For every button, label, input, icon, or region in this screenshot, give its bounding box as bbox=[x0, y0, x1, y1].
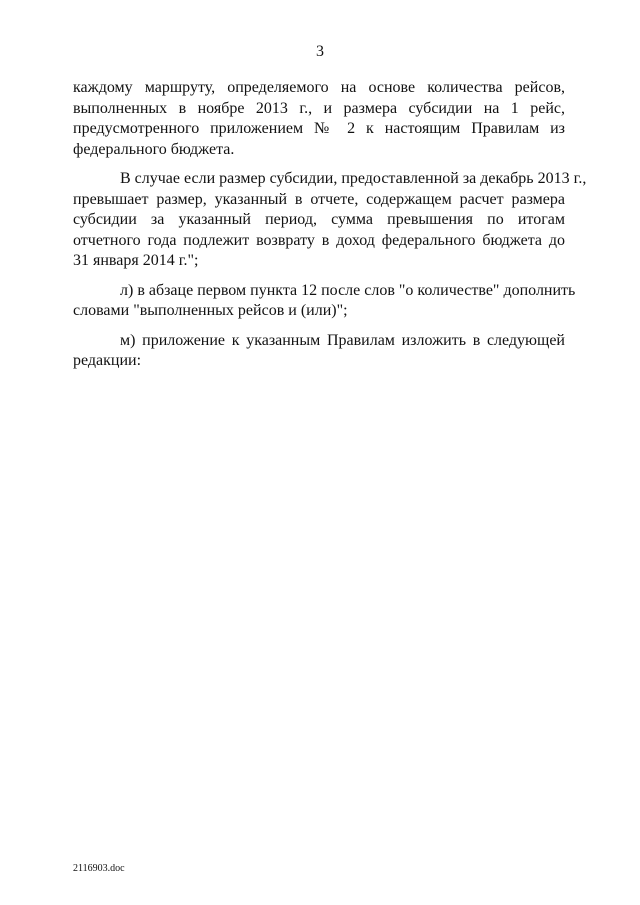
text-line: превышает размер, указанный в отчете, содержащем расчет размера bbox=[73, 190, 565, 208]
paragraph-refund bbox=[73, 169, 587, 272]
text-line: м) приложение к указанным Правилам изложить в следующей bbox=[120, 331, 565, 349]
text-line: редакции: bbox=[73, 352, 142, 369]
text-line: В случае если размер субсидии, предоставленной за декабрь 2013 г., bbox=[120, 170, 587, 187]
text-line: 31 января 2014 г."; bbox=[73, 252, 199, 269]
text-line: л) в абзаце первом пункта 12 после слов "о количестве" дополнить bbox=[120, 281, 576, 299]
paragraph-continuation bbox=[73, 78, 565, 160]
text-line: отчетного года подлежит возврату в доход федерального бюджета до bbox=[73, 231, 565, 249]
page-number: 3 bbox=[316, 43, 324, 60]
text-line: каждому маршруту, определяемого на основе количества рейсов, bbox=[73, 79, 565, 96]
text-line: федерального бюджета. bbox=[73, 140, 235, 158]
paragraph-item-m bbox=[73, 331, 565, 372]
text-line: субсидии за указанный период, сумма превышения по итогам bbox=[73, 211, 565, 228]
text-line: выполненных в ноябре 2013 г., и размера субсидии на 1 рейс, bbox=[73, 99, 565, 117]
paragraph-item-l bbox=[73, 281, 576, 322]
footer-filename: 2116903.doc bbox=[73, 863, 125, 874]
body-text bbox=[73, 78, 587, 372]
text-line: предусмотренного приложением № 2 к настоящим Правилам из bbox=[73, 120, 565, 137]
text-line: словами "выполненных рейсов и (или)"; bbox=[73, 302, 348, 319]
